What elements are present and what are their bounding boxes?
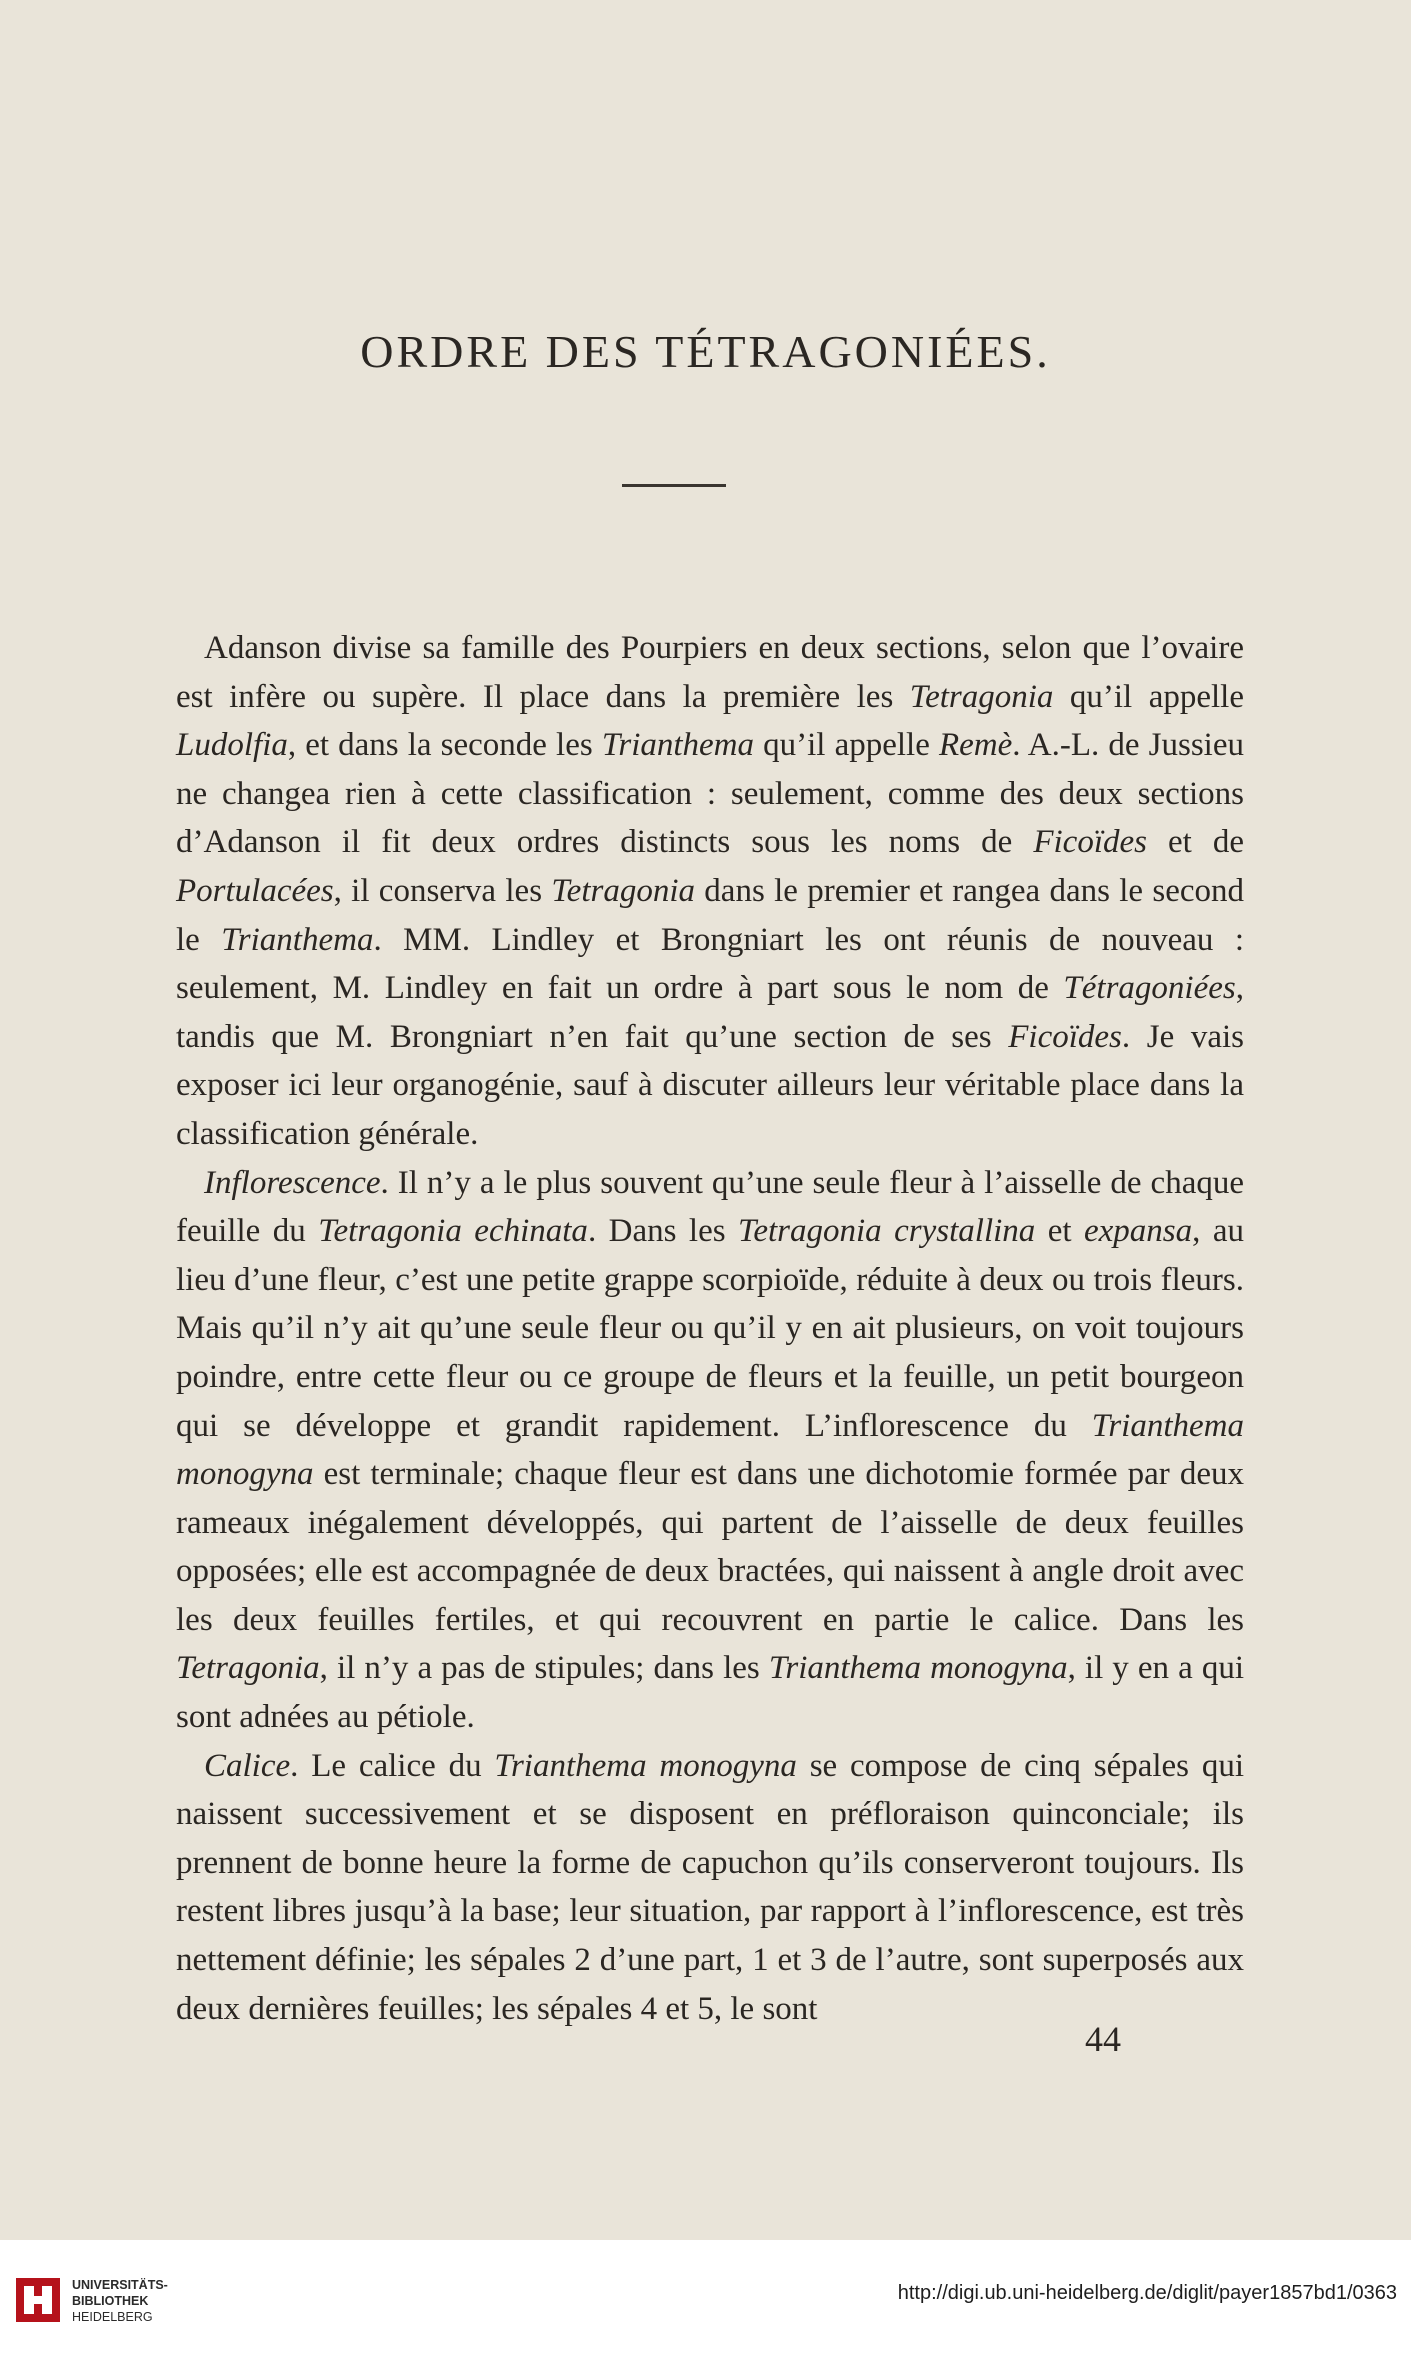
text-run: . Je vais exposer ici leur organogénie, sauf à discuter ailleurs leur véritable place dans la classification générale.: [176, 1018, 1244, 1152]
italic-term: Calice: [204, 1747, 291, 1784]
paragraph-calice: [176, 1742, 1244, 2034]
paragraph-inflorescence: [176, 1159, 1244, 1742]
italic-term: Trianthema monogyna: [494, 1747, 797, 1784]
text-run: , il conserva les: [333, 872, 552, 909]
italic-term: Tetragonia: [909, 678, 1054, 715]
signature-number: 44: [1085, 2019, 1121, 2059]
text-run: , et dans la seconde les: [287, 727, 602, 764]
italic-term: Trianthema: [601, 727, 755, 764]
text-run: , il y en a qui sont adnées au pétiole.: [176, 1650, 1244, 1736]
text-run: , il n’y a pas de stipules; dans les: [319, 1650, 769, 1687]
text-run: dans le premier et rangea dans le second le: [176, 872, 1244, 958]
italic-term: Trianthema: [221, 921, 374, 958]
paragraph-intro: [176, 624, 1244, 1159]
university-library-logo-icon: [14, 2276, 62, 2324]
italic-term: Ficoïdes: [1008, 1018, 1122, 1055]
text-run: , tandis que M. Brongniart n’en fait qu’une section de ses: [176, 970, 1244, 1055]
italic-term: Trianthema monogyna: [768, 1650, 1068, 1687]
text-run: . Le calice du: [290, 1747, 495, 1784]
text-run: et: [1035, 1213, 1085, 1250]
text-run: . Dans les: [587, 1213, 739, 1250]
text-run: et de: [1146, 824, 1244, 861]
italic-term: expansa: [1084, 1213, 1193, 1250]
library-name-line2: BIBLIOTHEK: [72, 2294, 149, 2308]
italic-term: Remè: [938, 727, 1013, 764]
italic-term: Tétragoniées: [1063, 970, 1236, 1007]
text-run: Adanson divise sa famille des Pourpiers en deux sections, selon que l’ovaire est infère ou supère. Il place dans la première les: [176, 630, 1244, 715]
title-rule: [622, 484, 726, 487]
italic-term: Ficoïdes: [1033, 824, 1147, 861]
body-text: [176, 624, 1244, 2033]
italic-term: Inflorescence: [204, 1164, 381, 1201]
library-name-line1: UNIVERSITÄTS-: [72, 2278, 168, 2292]
italic-term: Portulacées: [176, 872, 334, 909]
text-run: . MM. Lindley et Brongniart les ont réunis de nouveau : seulement, M. Lindley en fait un ordre à part sous le nom de: [176, 921, 1244, 1007]
text-run: . A.-L. de Jussieu ne changea rien à cette classification : seulement, comme des deux sections d’Adanson il fit deux ordres distincts sous les noms de: [176, 727, 1244, 861]
source-url-link[interactable]: http://digi.ub.uni-heidelberg.de/diglit/payer1857bd1/0363: [897, 2282, 1397, 2304]
text-run: est terminale; chaque fleur est dans une dichotomie formée par deux rameaux inégalement développés, qui partent de l’aisselle de deux feuilles opposées; elle est accompagnée de deux bractées, qui naissent à angle droit avec les deux feuilles fertiles, et qui recouvrent en partie le calice. Dans les: [176, 1456, 1244, 1638]
text-run: qu’il appelle: [1053, 678, 1244, 715]
italic-term: Trianthema monogyna: [176, 1407, 1244, 1493]
bleed-through-text: [150, 140, 1270, 660]
italic-term: Tetragonia crystallina: [738, 1213, 1036, 1250]
italic-term: Tetragonia: [551, 872, 695, 909]
text-run: . Il n’y a le plus souvent qu’une seule fleur à l’aisselle de chaque feuille du: [176, 1164, 1244, 1250]
italic-term: Ludolfia: [176, 727, 288, 764]
page-title: ORDRE DES TÉTRAGONIÉES.: [360, 326, 1051, 377]
footer-bar: [0, 2240, 1411, 2377]
text-run: , au lieu d’une fleur, c’est une petite grappe scorpioïde, réduite à deux ou trois fleurs. Mais qu’il n’y ait qu’une seule fleur ou qu’il y en ait plusieurs, on voit toujours poindre, entre cette fleur ou ce groupe de fleurs et la feuille, un petit bourgeon qui se développe et grandit rapidement. L’inflorescence du: [176, 1213, 1245, 1444]
italic-term: Tetragonia: [176, 1650, 320, 1687]
italic-term: Tetragonia echinata: [318, 1213, 588, 1250]
library-name: [72, 2277, 168, 2325]
library-name-line3: HEIDELBERG: [72, 2310, 153, 2324]
text-run: qu’il appelle: [754, 727, 939, 764]
text-run: se compose de cinq sépales qui naissent successivement et se disposent en préfloraison quinconciale; ils prennent de bonne heure la forme de capuchon qu’ils conserveront toujours. Ils restent libres jusqu’à la base; leur situation, par rapport à l’inflorescence, est très nettement définie; les sépales 2 d’une part, 1 et 3 de l’autre, sont superposés aux deux dernières feuilles; les sépales 4 et 5, le sont: [176, 1747, 1245, 2027]
